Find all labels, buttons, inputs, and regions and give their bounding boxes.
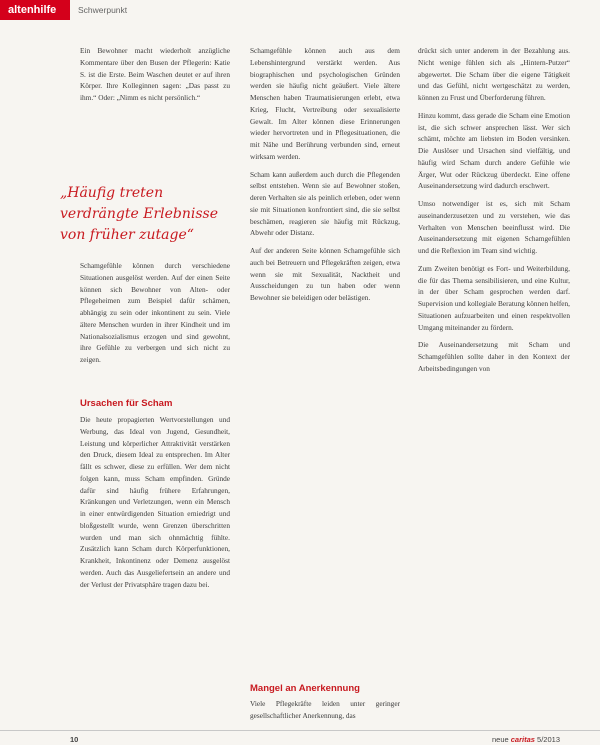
paragraph: Schamgefühle können auch aus dem Lebenshintergrund verstärkt werden. Aus biographischen und psychologischen Gründen werden sie häufig nicht geäußert. Viele ältere Menschen haben Traumatisierungen erlebt, etwa Krieg, Flucht, Vertreibung oder sexualisierte Gewalt. Im Alter können diese Erinnerungen wieder hervortreten und in Pflegesituationen, die mit Nähe und Berührung verbunden sind, erneut wirksam werden.: [250, 46, 400, 161]
page-header: [0, 0, 600, 20]
paragraph: Ein Bewohner macht wiederholt anzügliche Kommentare über den Busen der Pflegerin: Katie S. ist die Erste. Beim Waschen deutet er auf ihren Körper. Ihre Kolleginnen sagen: „Das passt zu ihm.“ Oder: „Nimm es nicht persönlich.“: [80, 46, 230, 102]
page-footer: [0, 730, 600, 745]
column-1-top: [80, 45, 230, 104]
paragraph: Schamgefühle können durch verschiedene Situationen ausgelöst werden. Auf der einen Seite können sich Bewohner von Alten- oder Pflegeheimen zum Beispiel dafür schämen, abhängig zu sein oder inkontinent zu sein. Viele ältere Menschen wurden in ihrer Kindheit und im Nationalsozialismus erzogen und sind gewohnt, ihre Gefühle zu verbergen und sich nicht zu zeigen.: [80, 261, 230, 364]
magazine-credit: [492, 735, 560, 744]
column-2-bottom: [250, 698, 400, 722]
paragraph: Die heute propagierten Wertvorstellungen und Werbung, das Ideal von Jugend, Gesundheit, Leistung und körperlicher Attraktivität verstärken den Druck, diesem Ideal zu entsprechen. Im Alter fällt es schwer, diese zu erfüllen. Wer dem nicht folgen kann, muss Scham empfinden. Gründe dafür sind häufig frühere Erfahrungen, Kränkungen und Verletzungen, wenn ein Mensch in einer entwürdigenden Situation erniedrigt und bloßgestellt wurde, wenn Grenzen überschritten wurden und man sich ohnmächtig fühlte. Zusätzlich kann Scham durch Körperfunktionen, Krankheit, Inkontinenz oder Demenz ausgelöst werden. Auch das Ausgeliefertsein an andere und der Verlust der Privatsphäre tragen dazu bei.: [80, 415, 230, 589]
paragraph: drückt sich unter anderem in der Bezahlung aus. Nicht wenige fühlen sich als „Hintern-Putzer“ abgewertet. Die Scham über die eigene Tätigkeit und das Gefühl, nicht wertgeschätzt zu werden, können zu Frust und Überforderung führen.: [418, 46, 570, 102]
paragraph: Scham kann außerdem auch durch die Pflegenden selbst entstehen. Wenn sie auf Bewohner stoßen, deren Verhalten sie als peinlich erleben, oder wenn sie mit Situationen konfrontiert sind, die sie selbst beschämen, reagieren sie häufig mit Rückzug, Abwehr oder Distanz.: [250, 169, 400, 238]
paragraph: Zum Zweiten benötigt es Fort- und Weiterbildung, die für das Thema sensibilisieren, und eine Kultur, in der über Scham gesprochen werden darf. Supervision und kollegiale Beratung können helfen, Situationen aufzuarbeiten und einen respektvollen Umgang miteinander zu fördern.: [418, 263, 570, 332]
pull-quote: „Häufig treten verdrängte Erlebnisse von früher zutage“: [60, 185, 219, 243]
issue-number: 5/2013: [537, 735, 560, 744]
column-2: [250, 45, 400, 304]
paragraph: Auf der anderen Seite können Schamgefühle sich auch bei Betreuern und Pflegekräften zeigen, etwa wenn sie mit Sexualität, Nacktheit und Ausscheidungen zu tun haben oder wenn Bewohner sie beleidigen oder belästigen.: [250, 246, 400, 302]
paragraph: Die Auseinandersetzung mit Scham und Schamgefühlen sollte daher in den Kontext der Arbeitsbedingungen von: [418, 340, 570, 373]
magazine-name-b: caritas: [510, 735, 535, 744]
paragraph: Viele Pflegekräfte leiden unter geringer gesellschaftlicher Anerkennung, das: [250, 699, 400, 720]
paragraph: Hinzu kommt, dass gerade die Scham eine Emotion ist, die sich schwer ansprechen lässt. Wer sich schämt, möchte am liebsten im Boden versinken. Die Auslöser und Ursachen sind vielfältig, und häufig wird Scham durch andere Gefühle wie Ärger, Wut oder Rückzug überdeckt. Eine offene Auseinandersetzung wird dadurch erschwert.: [418, 110, 570, 191]
section-heading: Mangel an Anerkennung: [250, 683, 360, 694]
section-tab: altenhilfe: [0, 0, 70, 20]
magazine-name-a: neue: [491, 735, 509, 744]
column-1-bottom: [80, 414, 230, 590]
section-heading: Ursachen für Scham: [80, 398, 173, 409]
paragraph: Umso notwendiger ist es, sich mit Scham auseinanderzusetzen und zu verstehen, wie das Verhalten von Menschen beeinflusst wird. Die Auseinandersetzung mit eigenen Schamgefühlen und die Reflexion im Team sind wichtig.: [418, 199, 570, 255]
column-3: [418, 45, 570, 375]
section-label: Schwerpunkt: [78, 5, 128, 15]
page-number: 10: [70, 735, 79, 744]
column-1-middle: [80, 260, 230, 366]
